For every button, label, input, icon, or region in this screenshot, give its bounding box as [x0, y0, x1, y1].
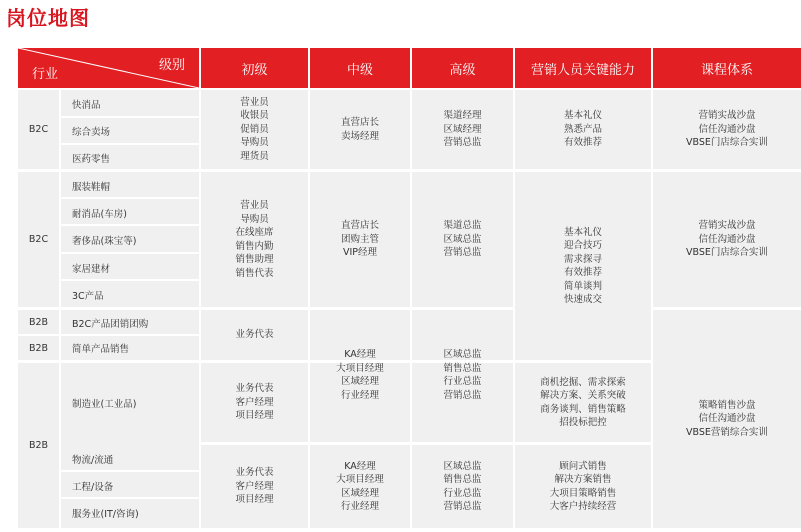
g4-sub-a: 制造业(工业品) [72, 398, 137, 410]
g4-sub-b-1: 工程/设备 [72, 482, 114, 493]
g4-senior-b: 区域总监 销售总监 行业总监 营销总监 [443, 460, 482, 512]
corner-industry-label: 行业 [32, 67, 59, 82]
header-middle: 中级 [310, 48, 410, 88]
g2-sub-0: 服装鞋帽 [72, 182, 111, 193]
page-title: 岗位地图 [6, 6, 90, 30]
g2-sub-4: 3C产品 [72, 291, 104, 302]
g4-junior-b: 业务代表 客户经理 项目经理 [235, 467, 274, 506]
g1-junior: 营业员 收银员 促销员 导购员 理货员 [240, 96, 269, 162]
g1-sub-0: 快消品 [72, 100, 101, 111]
g4-sub-b-0: 物流/流通 [72, 455, 114, 466]
g2-course: 营销实战沙盘 信任沟通沙盘 VBSE门店综合实训 [686, 220, 768, 259]
g2-ability: 基本礼仪 迎合技巧 需求探寻 有效推荐 简单谈判 快速成交 [563, 226, 602, 305]
g4-sub-b-2: 服务业(IT/咨询) [72, 509, 139, 520]
g3-middle: KA经理 大项目经理 区域经理 行业经理 [336, 349, 384, 401]
g4-industry: B2B [28, 440, 49, 451]
header-ability: 营销人员关键能力 [515, 48, 651, 88]
g3-sub-1: 简单产品销售 [72, 344, 130, 355]
g1-industry: B2C [28, 124, 49, 135]
g3-senior: 区域总监 销售总监 行业总监 营销总监 [443, 349, 482, 401]
g4-junior-a: 业务代表 客户经理 项目经理 [235, 383, 274, 422]
g4-ability-a: 商机挖掘、需求探索 解决方案、关系突破 商务谈判、销售策略 招投标把控 [540, 376, 626, 428]
g2-sub-2: 奢侈品(珠宝等) [72, 236, 137, 247]
header-course: 课程体系 [653, 48, 801, 88]
g2-middle: 直营店长 团购主管 VIP经理 [340, 220, 379, 259]
g4-course: 策略销售沙盘 信任沟通沙盘 VBSE营销综合实训 [686, 399, 768, 438]
header-junior: 初级 [201, 48, 308, 88]
g1-sub-1: 综合卖场 [72, 127, 111, 138]
g3-junior: 业务代表 [235, 329, 274, 341]
header-corner [18, 48, 199, 88]
g1-middle: 直营店长 卖场经理 [340, 117, 379, 142]
g2-industry: B2C [28, 234, 49, 245]
g4-middle-b: KA经理 大项目经理 区域经理 行业经理 [336, 460, 384, 512]
g2-sub-3: 家居建材 [72, 264, 111, 275]
g1-course: 营销实战沙盘 信任沟通沙盘 VBSE门店综合实训 [686, 110, 768, 149]
g2-sub-1: 耐消品(车房) [72, 209, 127, 220]
position-map-table [18, 48, 801, 528]
g4-ability-b: 顾问式销售 解决方案销售 大项目策略销售 大客户持续经营 [549, 460, 617, 512]
corner-level-label: 级别 [158, 58, 185, 73]
g1-sub-2: 医药零售 [72, 154, 111, 165]
g2-senior: 渠道总监 区域总监 营销总监 [443, 220, 482, 259]
g3-industry-1: B2B [28, 342, 49, 354]
g1-senior: 渠道经理 区域经理 营销总监 [443, 110, 482, 149]
g1-ability: 基本礼仪 熟悉产品 有效推荐 [563, 110, 602, 149]
g2-junior: 营业员 导购员 在线座席 销售内勤 销售助理 销售代表 [235, 200, 274, 279]
g3-sub-0: B2C产品团销团购 [72, 319, 149, 330]
g3-industry-0: B2B [28, 316, 49, 328]
header-senior: 高级 [412, 48, 513, 88]
